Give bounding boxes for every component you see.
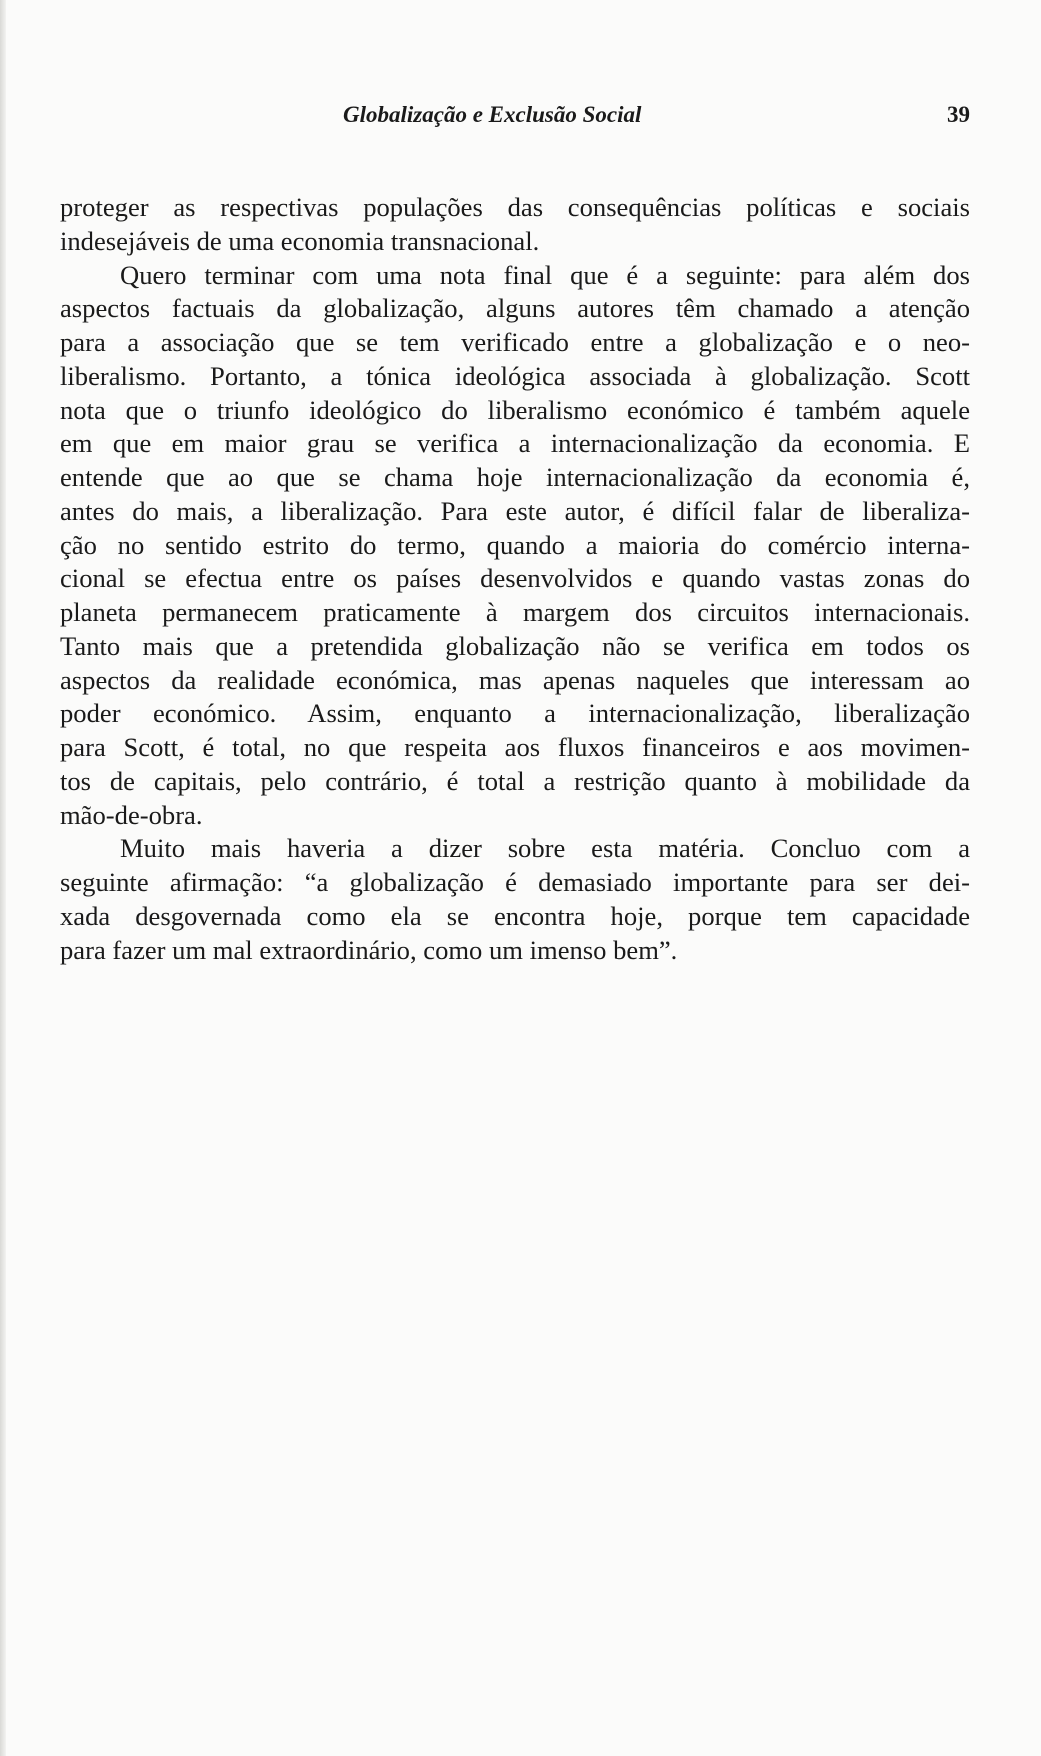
- body-text: [60, 191, 970, 967]
- text-line: em que em maior grau se verifica a internacionalização da economia. E: [60, 428, 970, 459]
- text-line: Muito mais haveria a dizer sobre esta matéria. Concluo com a: [120, 833, 970, 864]
- page-edge-shadow: [0, 0, 6, 1756]
- text-line: aspectos da realidade económica, mas apenas naqueles que interessam ao: [60, 664, 970, 695]
- text-line: mão-de-obra.: [60, 799, 203, 830]
- text-line: entende que ao que se chama hoje internacionalização da economia é,: [60, 462, 970, 492]
- text-line: xada desgovernada como ela se encontra hoje, porque tem capacidade: [60, 900, 970, 931]
- page-number: 39: [947, 102, 970, 127]
- running-header: [60, 100, 970, 136]
- paragraph-1: [60, 191, 970, 259]
- text-line: proteger as respectivas populações das consequências políticas e sociais: [60, 192, 970, 222]
- text-line: poder económico. Assim, enquanto a internacionalização, liberalização: [60, 698, 970, 729]
- text-line: tos de capitais, pelo contrário, é total a restrição quanto à mobilidade da: [60, 765, 970, 796]
- text-line: cional se efectua entre os países desenvolvidos e quando vastas zonas do: [60, 563, 970, 594]
- text-line: nota que o triunfo ideológico do liberalismo económico é também aquele: [60, 394, 970, 425]
- text-line: para a associação que se tem verificado entre a globalização e o neo-: [60, 327, 970, 357]
- text-line: indesejáveis de uma economia transnacional.: [60, 225, 540, 256]
- text-line: seguinte afirmação: “a globalização é demasiado importante para ser dei-: [60, 867, 970, 897]
- paragraph-3: [60, 832, 970, 967]
- text-line: planeta permanecem praticamente à margem dos circuitos internacionais.: [60, 597, 970, 627]
- text-line: liberalismo. Portanto, a tónica ideológica associada à globalização. Scott: [60, 360, 970, 391]
- text-line: Quero terminar com uma nota final que é a seguinte: para além dos: [120, 259, 970, 290]
- text-line: Tanto mais que a pretendida globalização não se verifica em todos os: [60, 630, 970, 661]
- paragraph-2: [60, 259, 970, 833]
- text-line: ção no sentido estrito do termo, quando a maioria do comércio interna-: [60, 529, 970, 560]
- text-line: antes do mais, a liberalização. Para este autor, é difícil falar de liberaliza-: [60, 495, 970, 526]
- text-line: aspectos factuais da globalização, alguns autores têm chamado a atenção: [60, 293, 970, 324]
- running-title: Globalização e Exclusão Social: [343, 102, 642, 127]
- text-line: para fazer um mal extraordinário, como um imenso bem”.: [60, 934, 678, 965]
- text-line: para Scott, é total, no que respeita aos fluxos financeiros e aos movimen-: [60, 732, 970, 762]
